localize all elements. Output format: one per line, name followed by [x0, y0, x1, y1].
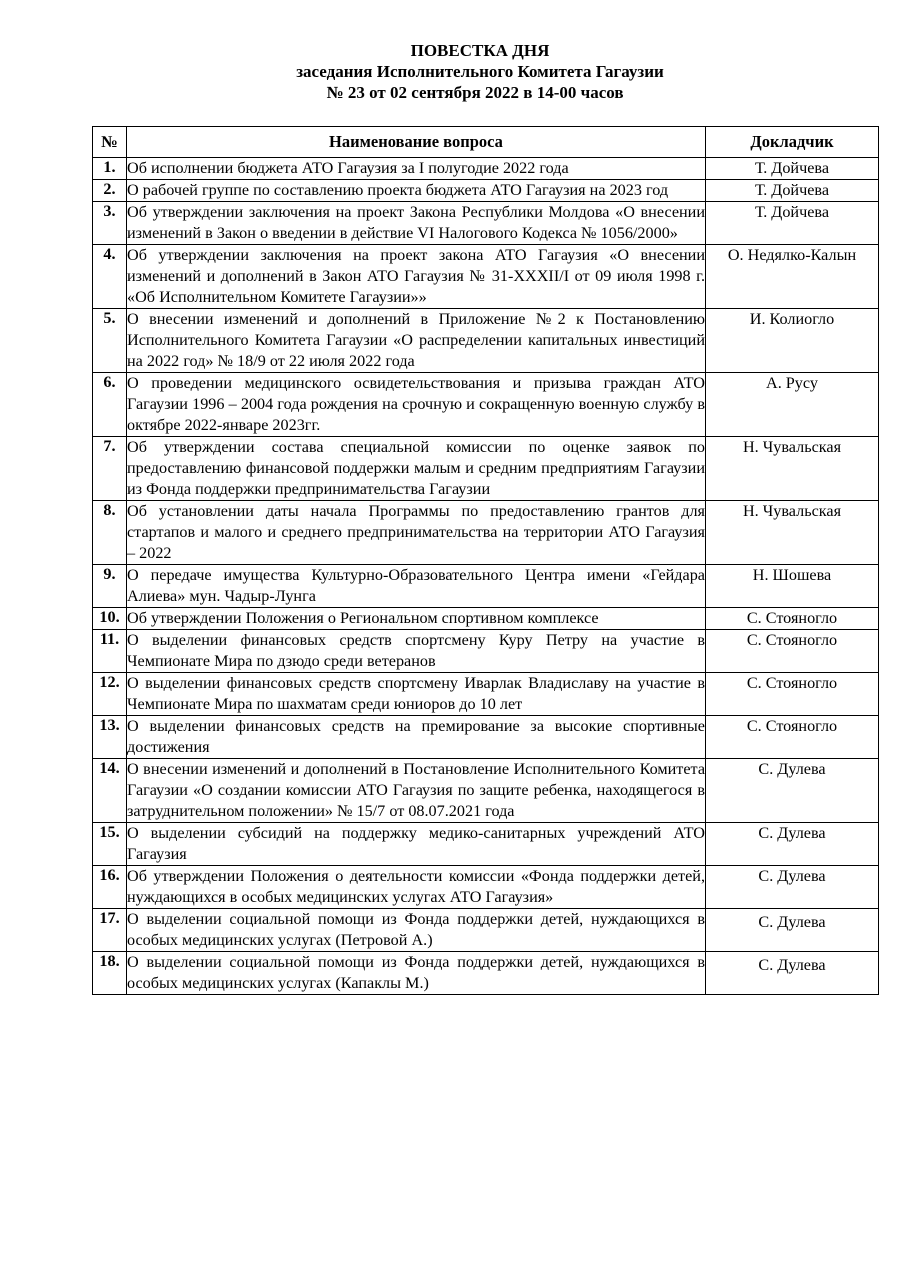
table-row: [93, 716, 879, 759]
table-row: [93, 866, 879, 909]
table-row: [93, 909, 879, 952]
document-title: ПОВЕСТКА ДНЯ: [410, 41, 550, 60]
question-cell: Об утверждении состава специальной комиссии по оценке заявок по предоставлению финансовой поддержки малым и средним предприятиям Гагаузии из Фонда поддержки предпринимательства Гагаузии: [127, 437, 706, 501]
row-number: 6.: [93, 373, 127, 437]
row-number: 2.: [93, 180, 127, 202]
speaker-cell: С. Дулева: [706, 952, 879, 995]
question-cell: О рабочей группе по составлению проекта бюджета АТО Гагаузия на 2023 год: [127, 180, 706, 202]
document-header: [0, 40, 900, 103]
row-number: 12.: [93, 673, 127, 716]
speaker-cell: Т. Дойчева: [706, 202, 879, 245]
speaker-cell: И. Колиогло: [706, 309, 879, 373]
row-number: 14.: [93, 759, 127, 823]
column-header-question: Наименование вопроса: [127, 127, 706, 158]
speaker-cell: С. Дулева: [706, 759, 879, 823]
speaker-cell: С. Стояногло: [706, 673, 879, 716]
speaker-cell: С. Стояногло: [706, 630, 879, 673]
question-cell: О выделении финансовых средств спортсмену Иварлак Владиславу на участие в Чемпионате Мира по шахматам среди юниоров до 10 лет: [127, 673, 706, 716]
speaker-cell: Н. Чувальская: [706, 501, 879, 565]
column-header-speaker: Докладчик: [706, 127, 879, 158]
table-row: [93, 373, 879, 437]
question-cell: О проведении медицинского освидетельствования и призыва граждан АТО Гагаузии 1996 – 2004 года рождения на срочную и сокращенную военную службу в октябре 2022-январе 2023гг.: [127, 373, 706, 437]
speaker-cell: О. Недялко-Калын: [706, 245, 879, 309]
table-row: [93, 309, 879, 373]
question-cell: О передаче имущества Культурно-Образовательного Центра имени «Гейдара Алиева» мун. Чадыр-Лунга: [127, 565, 706, 608]
question-cell: О выделении финансовых средств спортсмену Куру Петру на участие в Чемпионате Мира по дзюдо среди ветеранов: [127, 630, 706, 673]
table-row: [93, 759, 879, 823]
row-number: 7.: [93, 437, 127, 501]
table-header-row: [93, 127, 879, 158]
speaker-cell: С. Дулева: [706, 909, 879, 952]
table-row: [93, 202, 879, 245]
question-cell: О внесении изменений и дополнений в Приложение №2 к Постановлению Исполнительного Комитета Гагаузии «О распределении капитальных инвестиций на 2022 год» № 18/9 от 22 июля 2022 года: [127, 309, 706, 373]
row-number: 9.: [93, 565, 127, 608]
question-cell: О выделении социальной помощи из Фонда поддержки детей, нуждающихся в особых медицинских услугах (Петровой А.): [127, 909, 706, 952]
question-cell: О выделении финансовых средств на премирование за высокие спортивные достижения: [127, 716, 706, 759]
row-number: 16.: [93, 866, 127, 909]
row-number: 5.: [93, 309, 127, 373]
row-number: 15.: [93, 823, 127, 866]
table-row: [93, 245, 879, 309]
speaker-cell: А. Русу: [706, 373, 879, 437]
table-row: [93, 673, 879, 716]
row-number: 13.: [93, 716, 127, 759]
document-subtitle: заседания Исполнительного Комитета Гагаузии: [296, 62, 664, 81]
question-cell: Об установлении даты начала Программы по предоставлению грантов для стартапов и малого и среднего предпринимательства на территории АТО Гагаузия – 2022: [127, 501, 706, 565]
table-row: [93, 565, 879, 608]
row-number: 17.: [93, 909, 127, 952]
question-cell: Об исполнении бюджета АТО Гагаузия за I полугодие 2022 года: [127, 158, 706, 180]
table-row: [93, 630, 879, 673]
speaker-cell: С. Дулева: [706, 823, 879, 866]
row-number: 4.: [93, 245, 127, 309]
table-row: [93, 180, 879, 202]
row-number: 10.: [93, 608, 127, 630]
question-cell: О выделении субсидий на поддержку медико-санитарных учреждений АТО Гагаузия: [127, 823, 706, 866]
row-number: 1.: [93, 158, 127, 180]
speaker-cell: Т. Дойчева: [706, 158, 879, 180]
row-number: 18.: [93, 952, 127, 995]
row-number: 8.: [93, 501, 127, 565]
question-cell: О выделении социальной помощи из Фонда поддержки детей, нуждающихся в особых медицинских услугах (Капаклы М.): [127, 952, 706, 995]
meeting-info: № 23 от 02 сентября 2022 в 14-00 часов: [326, 83, 624, 102]
row-number: 3.: [93, 202, 127, 245]
agenda-table: [92, 126, 879, 995]
table-row: [93, 501, 879, 565]
question-cell: Об утверждении Положения о Региональном спортивном комплексе: [127, 608, 706, 630]
speaker-cell: Н. Шошева: [706, 565, 879, 608]
speaker-cell: Н. Чувальская: [706, 437, 879, 501]
table-row: [93, 608, 879, 630]
speaker-cell: С. Стояногло: [706, 608, 879, 630]
column-header-number: №: [93, 127, 127, 158]
question-cell: Об утверждении Положения о деятельности комиссии «Фонда поддержки детей, нуждающихся в особых медицинских услугах АТО Гагаузия»: [127, 866, 706, 909]
table-row: [93, 437, 879, 501]
question-cell: Об утверждении заключения на проект Закона Республики Молдова «О внесении изменений в Закон о введении в действие VI Налогового Кодекса № 1056/2000»: [127, 202, 706, 245]
table-row: [93, 823, 879, 866]
question-cell: Об утверждении заключения на проект закона АТО Гагаузия «О внесении изменений и дополнений в Закон АТО Гагаузия № 31-XXXII/I от 09 июля 1998 г. «Об Исполнительном Комитете Гагаузии»»: [127, 245, 706, 309]
speaker-cell: С. Стояногло: [706, 716, 879, 759]
table-row: [93, 952, 879, 995]
table-row: [93, 158, 879, 180]
row-number: 11.: [93, 630, 127, 673]
speaker-cell: С. Дулева: [706, 866, 879, 909]
speaker-cell: Т. Дойчева: [706, 180, 879, 202]
question-cell: О внесении изменений и дополнений в Постановление Исполнительного Комитета Гагаузии «О создании комиссии АТО Гагаузия по защите ребенка, находящегося в затруднительном положении» № 15/7 от 08.07.2021 года: [127, 759, 706, 823]
